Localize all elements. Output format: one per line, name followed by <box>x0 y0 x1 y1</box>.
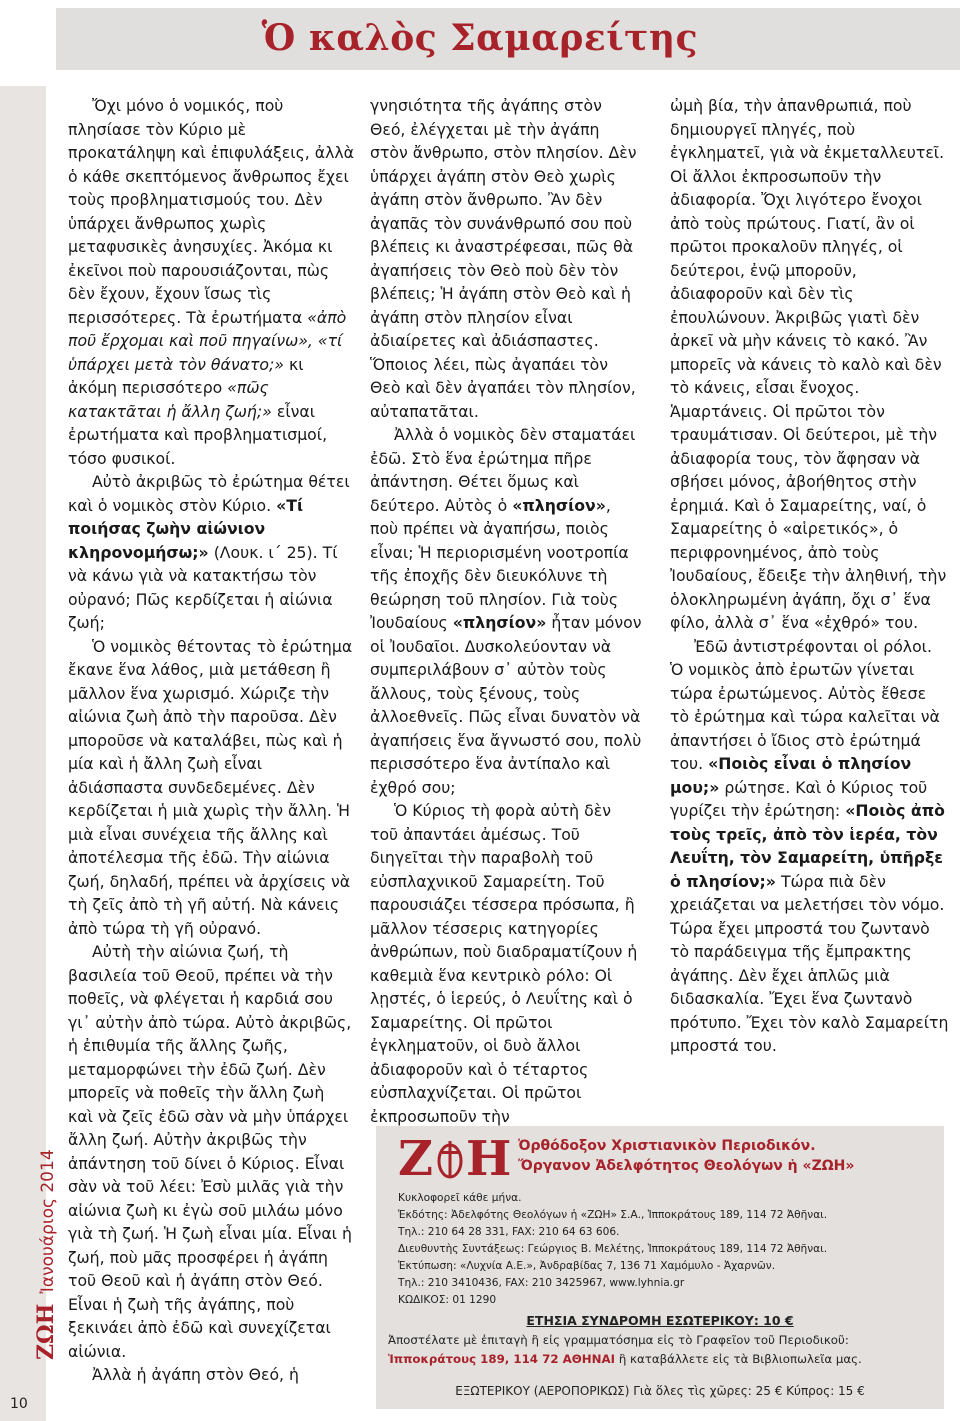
title-band <box>56 8 960 70</box>
info-line: Διευθυντὴς Συντάξεως: Γεώργιος Β. Μελέτης, Ἱπποκράτους 189, 114 72 Ἀθῆναι. <box>398 1243 828 1255</box>
subscription-heading: ΕΤΗΣΙΑ ΣΥΝΔΡΟΜΗ ΕΣΩΤΕΡΙΚΟΥ: 10 € <box>526 1313 794 1328</box>
tagline-1: Ὀρθόδοξον Χριστιανικὸν Περιοδικόν. <box>518 1138 816 1154</box>
column-1 <box>68 94 354 1387</box>
paragraph: Ὁ νομικὸς θέτοντας τὸ ἐρώτημα ἔκανε ἕνα λάθος, μιὰ μετάθεση ἢ μᾶλλον ἕνα χωρισμό. Χώριζε τὴν αἰώνια ζωὴ ἀπὸ τὴν παροῦσα. Δὲν μποροῦσε νὰ καταλάβει, πὼς καὶ ἡ μία καὶ ἡ ἄλλη ζωὴ εἶναι ἀδιάσπαστα συνδεδεμένες. Δὲν κερδίζεται ἡ μιὰ χωρὶς τὴν ἄλλη. Ἡ μιὰ εἶναι συνέχεια τῆς ἄλλης καὶ ἀποτέλεσμα τῆς ἐδῶ. Τὴν αἰώνια ζωή, δηλαδή, πρέπει νὰ ἀρχίσεις νὰ τὴ ζεῖς ἀπὸ τὴ γῆ αὐτή. Νὰ κάνεις ἀπὸ τώρα τὴ γῆ οὐρανό. <box>68 636 353 938</box>
info-line: Ἐκτύπωση: «Λυχνία Α.Ε.», Ἀνδραβίδας 7, 136 71 Χαμόμυλο - Ἀχαρνῶν. <box>398 1260 776 1272</box>
paragraph: Ἀλλὰ ὁ νομικὸς δὲν σταματάει ἐδῶ. Στὸ ἕνα ἐρώτημα πῆρε ἀπάντηση. Θέτει ὅμως καὶ δεύτερο. Αὐτὸς ὁ «πλησίον», ποὺ πρέπει νὰ ἀγαπήσω, ποιὸς εἶναι; Ἡ περιορισμένη νοοτροπία τῆς ἐποχῆς δὲν διευκόλυνε τὴ θεώρηση τοῦ πλησίον. Γιὰ τοὺς Ἰουδαίους «πλησίον» ἦταν μόνον οἱ Ἰουδαῖοι. Δυσκολεύονταν νὰ συμπεριλάβουν σ᾽ αὐτὸν τοὺς ἄλλους, τοὺς ξένους, τοὺς ἀλλοεθνεῖς. Πῶς εἶναι δυνατὸν νὰ ἀγαπήσεις ἕνα ἄγνωστό σου, πολὺ περισσότερο ἕνα ἀντίπαλο καὶ ἐχθρό σου; <box>370 425 642 797</box>
column-3 <box>670 94 950 1058</box>
info-line: ΚΩΔΙΚΟΣ: 01 1290 <box>398 1294 497 1306</box>
info-line: Τηλ.: 210 3410436, FAX: 210 3425967, www.lyhnia.gr <box>398 1277 685 1289</box>
info-line: Κυκλοφορεῖ κάθε μήνα. <box>398 1192 522 1204</box>
zoh-logo: Ζ Η <box>398 1131 513 1187</box>
paragraph: Ὄχι μόνο ὁ νομικός, ποὺ πλησίασε τὸν Κύριο μὲ προκατάληψη καὶ ἐπιφυλάξεις, ἀλλὰ ὁ κάθε σκεπτόμενος ἄνθρωπος ἔχει τοὺς προβληματισμούς του. Δὲν ὑπάρχει ἄνθρωπος χωρὶς μεταφυσικὲς ἀνησυχίες. Ἀκόμα κι ἐκεῖνοι ποὺ παρουσιάζονται, πὼς δὲν ἔχουν, ἔχουν ἴσως τὶς περισσότερες. Τὰ ἐρωτήματα «ἀπὸ ποῦ ἔρχομαι καὶ ποῦ πηγαίνω», «τί ὑπάρχει μετὰ τὸν θάνατο;» κι ἀκόμη περισσότερο «πῶς κατακτᾶται ἡ ἄλλη ζωή;» εἶναι ἐρωτήματα καὶ προβληματισμοί, τόσο φυσικοί. <box>68 96 355 468</box>
tagline-2: Ὄργανον Ἀδελφότητος Θεολόγων ἡ «ΖΩΗ» <box>518 1158 855 1174</box>
column-2 <box>370 94 642 1128</box>
paragraph: γνησιότητα τῆς ἀγάπης στὸν Θεό, ἐλέγχεται μὲ τὴν ἀγάπη στὸν ἄνθρωπο, στὸν πλησίον. Δὲν ὑπάρχει ἀγάπη στὸν Θεὸ χωρὶς ἀγάπη στὸν ἄνθρωπο. Ἂν δὲν ἀγαπᾶς τὸν συνάνθρωπό σου ποὺ βλέπεις κι ἀναστρέφεσαι, πῶς θὰ ἀγαπήσεις τὸν Θεὸ ποὺ δὲν τὸν βλέπεις; Ἡ ἀγάπη στὸν Θεὸ καὶ ἡ ἀγάπη στὸν πλησίον εἶναι ἀδιαίρετες καὶ ἀδιάσπαστες. Ὅποιος λέει, πὼς ἀγαπάει τὸν Θεὸ καὶ δὲν ἀγαπάει τὸν πλησίον, αὐταπατᾶται. <box>370 96 637 421</box>
paragraph: Ἀλλὰ ἡ ἀγάπη στὸν Θεό, ἡ <box>92 1365 299 1384</box>
issue-date: Ἰανουάριος 2014 <box>38 1149 58 1294</box>
sidebar-logo: ΖΩΗ <box>33 1303 59 1360</box>
paragraph: Αὐτὸ ἀκριβῶς τὸ ἐρώτημα θέτει καὶ ὁ νομικὸς στὸν Κύριο. «Τί ποιήσας ζωὴν αἰώνιον κληρονομήσω;» (Λουκ. ι΄ 25). Τί νὰ κάνω γιὰ νὰ κατακτήσω τὸν οὐρανό; Πῶς κερδίζεται ἡ αἰώνια ζωή; <box>68 472 350 632</box>
cross-icon <box>437 1134 463 1174</box>
paragraph: Ἐδῶ ἀντιστρέφονται οἱ ρόλοι. Ὁ νομικὸς ἀπὸ ἐρωτῶν γίνεται τώρα ἐρωτώμενος. Αὐτὸς ἔθεσε τὸ ἐρώτημα καὶ τώρα καλεῖται νὰ ἀπαντήσει ὁ ἴδιος στὸ ἐρώτημά του. «Ποιὸς εἶναι ὁ πλησίον μου;» ρώτησε. Καὶ ὁ Κύριος τοῦ γυρίζει τὴν ἐρώτηση: «Ποιὸς ἀπὸ τοὺς τρεῖς, ἀπὸ τὸν ἱερέα, τὸν Λευΐτη, τὸν Σαμαρείτη, ὑπῆρξε ὁ πλησίον;» Τώρα πιὰ δὲν χρειάζεται να μελετήσει τὸν νόμο. Τώρα ἔχει μπροστά του ζωντανὸ τὸ παράδειγμα τῆς ἔμπρακτης ἀγάπης. Δὲν ἔχει ἁπλῶς μιὰ διδασκαλία. Ἔχει ἕνα ζωντανὸ πρότυπο. Ἔχει τὸν καλὸ Σαμαρείτη μπροστά του. <box>670 636 949 1055</box>
sidebar-issue <box>33 1149 59 1360</box>
page-title: Ὁ καλὸς Σαμαρείτης <box>261 17 698 59</box>
paragraph: Αὐτὴ τὴν αἰώνια ζωή, τὴ βασιλεία τοῦ Θεοῦ, πρέπει νὰ τὴν ποθεῖς, νὰ φλέγεται ἡ καρδιά σου γι᾽ αὐτὴν ἀπὸ τώρα. Αὐτὸ ἀκριβῶς, ἡ ἐπιθυμία τῆς ἄλλης ζωῆς, μεταμορφώνει τὴν ἐδῶ ζωή. Δὲν μπορεῖς νὰ ποθεῖς τὴν ἄλλη ζωὴ καὶ νὰ ζεῖς ἐδῶ σὰν νὰ μὴν ὑπάρχει ἄλλη ζωή. Αὐτὴν ἀκριβῶς τὴν ἀπάντηση τοῦ δίνει ὁ Κύριος. Εἶναι σὰν νὰ τοῦ λέει: Ἐσὺ μιλᾶς γιὰ τὴν αἰώνια ζωὴ κι ἐγὼ σοῦ μιλάω μόνο γιὰ τὴ ζωή. Ἡ ζωὴ εἶναι μία. Εἶναι ἡ ζωή, ποὺ μᾶς προσφέρει ἡ ἀγάπη τοῦ Θεοῦ καὶ ἡ ἀγάπη στὸν Θεό. Εἶναι ἡ ζωὴ τῆς ἀγάπης, ποὺ ξεκινάει ἀπὸ ἐδῶ καὶ συνεχίζεται αἰώνια. <box>68 942 352 1361</box>
page-number: 10 <box>10 1396 28 1412</box>
publication-info-box <box>376 1126 944 1409</box>
paragraph: Ὁ Κύριος τὴ φορὰ αὐτὴ δὲν τοῦ ἀπαντάει ἀμέσως. Τοῦ διηγεῖται τὴν παραβολὴ τοῦ εὐσπλαχνικοῦ Σαμαρείτη. Τοῦ παρουσιάζει τέσσερα πρόσωπα, ἢ μᾶλλον τέσσερις κατηγορίες ἀνθρώπων, ποὺ διαδραματίζουν ἡ καθεμιὰ ἕνα κεντρικὸ ρόλο: Οἱ λῃστές, ὁ ἱερεύς, ὁ Λευΐτης καὶ ὁ Σαμαρείτης. Οἱ πρῶτοι ἐγκληματοῦν, οἱ δυὸ ἄλλοι ἀδιαφοροῦν καὶ ὁ τέταρτος εὐσπλαχνίζεται. Οἱ πρῶτοι ἐκπροσωποῦν τὴν <box>370 801 638 1126</box>
paragraph: ὠμὴ βία, τὴν ἀπανθρωπιά, ποὺ δημιουργεῖ πληγές, ποὺ ἐγκληματεῖ, γιὰ νὰ ἐκμεταλλευτεῖ. Οἱ ἄλλοι ἐκπροσωποῦν τὴν ἀδιαφορία. Ὄχι λιγότερο ἔνοχοι ἀπὸ τοὺς πρώτους. Γιατί, ἂν οἱ πρῶτοι προκαλοῦν πληγές, οἱ δεύτεροι, ἐνῷ μποροῦν, ἀδιαφοροῦν καὶ δὲν τὶς ἐπουλώνουν. Ἀκριβῶς γιατὶ δὲν ἀρκεῖ νὰ μὴν κάνεις τὸ κακό. Ἂν μπορεῖς νὰ κάνεις τὸ καλὸ καὶ δὲν τὸ κάνεις, εἶσαι ἔνοχος. Ἁμαρτάνεις. Οἱ πρῶτοι τὸν τραυμάτισαν. Οἱ δεύτεροι, μὲ τὴν ἀδιαφορία τους, τὸν ἄφησαν νὰ σβήσει μόνος, ἀβοήθητος στὴν ἐρημιά. Καὶ ὁ Σαμαρείτης, ναί, ὁ Σαμαρείτης ὁ «αἱρετικός», ὁ περιφρονημένος, ἀπὸ τοὺς Ἰουδαίους, ἔδειξε τὴν ἀληθινή, τὴν ὁλοκληρωμένη ἀγάπη, ὄχι σ᾽ ἕνα φίλο, ἀλλὰ σ᾽ ἕνα «ἐχθρό» του. <box>670 96 947 632</box>
abroad-subscription: ΕΞΩΤΕΡΙΚΟΥ (ΑΕΡΟΠΟΡΙΚΩΣ) Γιὰ ὅλες τὶς χῶρες: 25 € Κύπρος: 15 € <box>455 1384 865 1398</box>
send-instructions: Ἀποστέλατε μὲ ἐπιταγὴ ἢ εἰς γραμματόσημα εἰς τὸ Γραφεῖον τοῦ Περιοδικοῦ: Ἱπποκράτους 189, 114 72 ΑΘΗΝΑΙ ἢ καταβάλλετε εἰς τὰ Βιβλιοπωλεῖα μας. <box>388 1333 862 1366</box>
info-line: Τηλ.: 210 64 28 331, FAX: 210 64 63 606. <box>398 1226 620 1238</box>
info-line: Ἐκδότης: Ἀδελφότης Θεολόγων ἡ «ΖΩΗ» Σ.Α., Ἱπποκράτους 189, 114 72 Ἀθῆναι. <box>398 1209 828 1221</box>
